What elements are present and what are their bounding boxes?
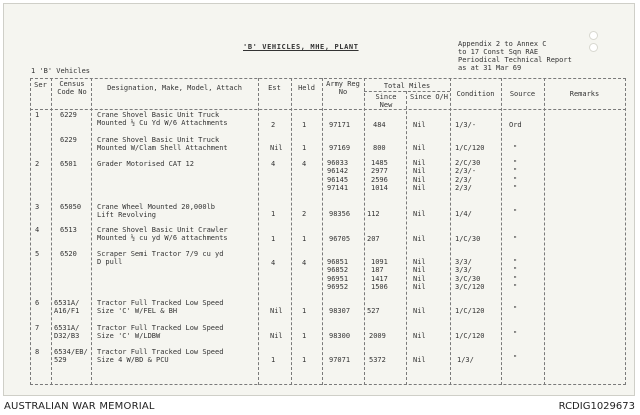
est-cell: 1 [271, 356, 276, 364]
since-oh-cell: Nil [413, 210, 426, 218]
reg-cell: 97169 [329, 144, 351, 152]
designation-cell: Tractor Full Tracked Low Speed Size 'C' W/FEL & BH [97, 299, 224, 316]
since-new-cell: 1091 187 1417 1506 [371, 258, 388, 292]
reference-line: Appendix 2 to Annex C [458, 40, 547, 48]
since-oh-cell: Nil [413, 356, 426, 364]
since-oh-cell: Nil [413, 332, 426, 340]
reg-cell: 98300 [329, 332, 351, 340]
designation-cell: Crane Shovel Basic Unit Truck Mounted W/Clam Shell Attachment [97, 136, 228, 153]
est-cell: Nil [270, 144, 283, 152]
reg-cell: 97171 [329, 121, 351, 129]
reference-line: to 17 Const Sqn RAE [458, 48, 539, 56]
column-line [501, 78, 502, 385]
header-since-new: Since New [375, 93, 397, 109]
archive-name: AUSTRALIAN WAR MEMORIAL [4, 401, 155, 412]
table-border-top [30, 78, 626, 79]
reference-line: as at 31 Mar 69 [458, 64, 522, 72]
held-cell: 1 [302, 144, 307, 152]
source-cell: " [513, 144, 518, 152]
held-cell: 4 [302, 259, 307, 267]
reg-cell: 98307 [329, 307, 351, 315]
source-cell: " [513, 330, 518, 338]
since-new-cell: 484 [373, 121, 386, 129]
est-cell: 4 [271, 259, 276, 267]
since-oh-cell: Nil Nil Nil Nil [413, 258, 426, 292]
since-oh-cell: Nil [413, 121, 426, 129]
header-since-oh: Since O/H [410, 93, 448, 101]
since-oh-cell: Nil [413, 307, 426, 315]
source-cell: Ord [509, 121, 522, 129]
ser-cell: 8 [35, 348, 40, 356]
condition-cell: 1/C/120 [455, 144, 485, 152]
header-total-miles: Total Miles [383, 82, 431, 90]
punch-hole [589, 31, 598, 40]
census-cell: 65050 [60, 203, 82, 211]
census-cell: 6534/EB/ 529 [54, 348, 88, 365]
column-line [258, 78, 259, 385]
ser-cell: 5 [35, 250, 40, 258]
column-line [51, 78, 52, 385]
since-new-cell: 112 [367, 210, 380, 218]
est-cell: 2 [271, 121, 276, 129]
column-line [625, 78, 626, 385]
since-new-cell: 527 [367, 307, 380, 315]
source-cell: " [513, 208, 518, 216]
column-line [406, 91, 407, 385]
held-cell: 1 [302, 307, 307, 315]
since-new-cell: 207 [367, 235, 380, 243]
condition-cell: 1/4/ [455, 210, 472, 218]
column-line [450, 78, 451, 385]
column-line [91, 78, 92, 385]
held-cell: 1 [302, 332, 307, 340]
archive-record-id: RCDIG1029673 [558, 401, 635, 412]
ser-cell: 4 [35, 226, 40, 234]
source-cell: " [513, 235, 518, 243]
source-cell: " [513, 305, 518, 313]
ser-cell: 1 [35, 111, 40, 119]
held-cell: 2 [302, 210, 307, 218]
reference-line: Periodical Technical Report [458, 56, 572, 64]
since-oh-cell: Nil [413, 144, 426, 152]
condition-cell: 1/3/- [455, 121, 477, 129]
designation-cell: Grader Motorised CAT 12 [97, 160, 194, 168]
total-miles-divider [364, 91, 450, 92]
reg-cell: 96033 96142 96145 97141 [327, 159, 349, 193]
header-source: Source [509, 90, 536, 98]
census-cell: 6513 [60, 226, 77, 234]
census-cell: 6229 [60, 111, 77, 119]
est-cell: Nil [270, 307, 283, 315]
census-cell: 6501 [60, 160, 77, 168]
header-remarks: Remarks [569, 90, 600, 98]
designation-cell: Crane Wheel Mounted 20,000lb Lift Revolving [97, 203, 216, 220]
header-condition: Condition [456, 90, 495, 98]
census-cell: 6531A/ A16/F1 [54, 299, 80, 316]
punch-hole [589, 43, 598, 52]
census-cell: 6531A/ D32/B3 [54, 324, 80, 341]
header-held: Held [298, 84, 315, 92]
condition-cell: 1/C/120 [455, 307, 485, 315]
held-cell: 1 [302, 235, 307, 243]
designation-cell: Crane Shovel Basic Unit Crawler Mounted ½ cu yd W/6 attachments [97, 226, 228, 243]
column-line [322, 78, 323, 385]
column-line [544, 78, 545, 385]
header-census: Census Code No [57, 80, 87, 96]
source-cell: " " " " [513, 258, 518, 292]
header-divider [30, 109, 626, 110]
designation-cell: Tractor Full Tracked Low Speed Size 'C' W/LDBW [97, 324, 224, 341]
since-oh-cell: Nil Nil Nil Nil [413, 159, 426, 193]
column-line [364, 78, 365, 385]
header-reg: Army Reg No [326, 80, 360, 96]
held-cell: 1 [302, 356, 307, 364]
condition-cell: 1/C/120 [455, 332, 485, 340]
ser-cell: 6 [35, 299, 40, 307]
vehicle-table [30, 78, 626, 385]
header-ser: Ser [34, 81, 47, 89]
designation-cell: Scraper Semi Tractor 7/9 cu yd D pull [97, 250, 224, 267]
document-title: 'B' VEHICLES, MHE, PLANT [243, 43, 359, 51]
est-cell: 4 [271, 160, 276, 168]
since-new-cell: 1485 2977 2596 1014 [371, 159, 388, 193]
designation-cell: Crane Shovel Basic Unit Truck Mounted ½ Cu Yd W/6 Attachments [97, 111, 228, 128]
source-cell: " " " " [513, 159, 518, 193]
reg-cell: 96851 96852 96951 96952 [327, 258, 349, 292]
held-cell: 1 [302, 121, 307, 129]
condition-cell: 1/C/30 [455, 235, 481, 243]
section-heading: 1 'B' Vehicles [31, 67, 91, 75]
est-cell: 1 [271, 235, 276, 243]
column-line [291, 78, 292, 385]
header-est: Est [268, 84, 281, 92]
condition-cell: 2/C/30 2/3/- 2/3/ 2/3/ [455, 159, 481, 193]
reg-cell: 98356 [329, 210, 351, 218]
source-cell: " [513, 354, 518, 362]
since-oh-cell: Nil [413, 235, 426, 243]
census-cell: 6520 [60, 250, 77, 258]
since-new-cell: 2009 [369, 332, 386, 340]
archive-footer [0, 396, 640, 415]
reg-cell: 97071 [329, 356, 351, 364]
column-line [30, 78, 31, 385]
est-cell: 1 [271, 210, 276, 218]
condition-cell: 3/3/ 3/3/ 3/C/30 3/C/120 [455, 258, 485, 292]
ser-cell: 2 [35, 160, 40, 168]
since-new-cell: 5372 [369, 356, 386, 364]
ser-cell: 7 [35, 324, 40, 332]
table-border-bottom [30, 384, 626, 385]
condition-cell: 1/3/ [457, 356, 474, 364]
census-cell: 6229 [60, 136, 77, 144]
held-cell: 4 [302, 160, 307, 168]
header-designation: Designation, Make, Model, Attach [107, 84, 242, 92]
reg-cell: 96705 [329, 235, 351, 243]
est-cell: Nil [270, 332, 283, 340]
since-new-cell: 800 [373, 144, 386, 152]
ser-cell: 3 [35, 203, 40, 211]
designation-cell: Tractor Full Tracked Low Speed Size 4 W/BD & PCU [97, 348, 224, 365]
